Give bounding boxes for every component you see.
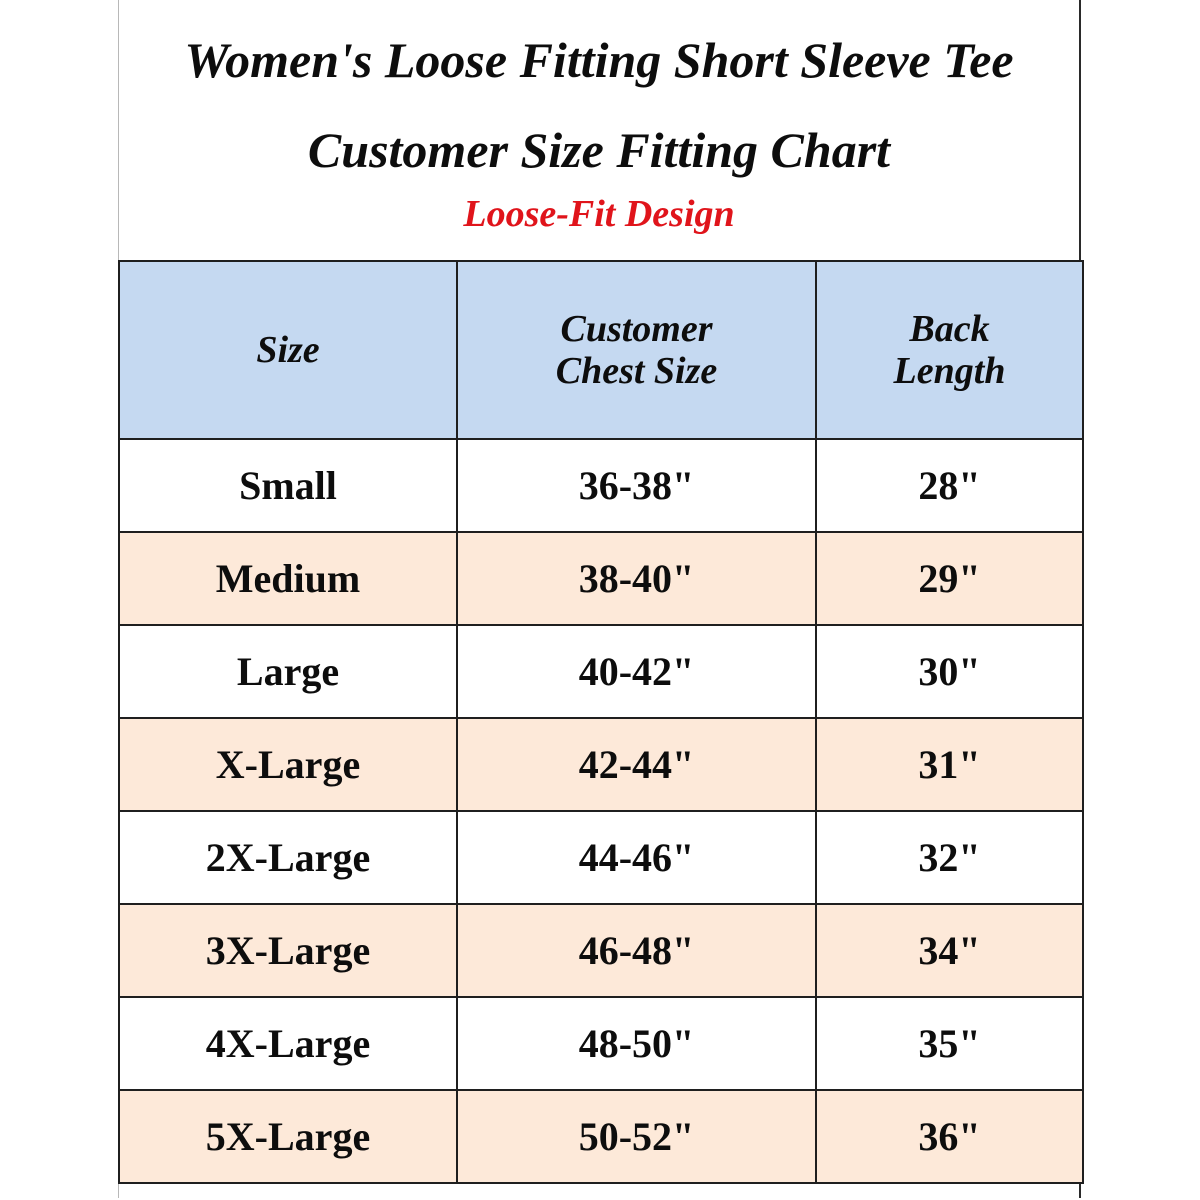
chart-title: Women's Loose Fitting Short Sleeve Tee — [184, 32, 1014, 88]
cell-back-length: 32" — [816, 811, 1083, 904]
header-chest-size: Customer Chest Size — [457, 261, 816, 439]
cell-size: 3X-Large — [119, 904, 457, 997]
cell-back-length: 28" — [816, 439, 1083, 532]
cell-size: 4X-Large — [119, 997, 457, 1090]
cell-size: X-Large — [119, 718, 457, 811]
cell-back-length: 34" — [816, 904, 1083, 997]
cell-chest: 36-38" — [457, 439, 816, 532]
chart-subtitle: Customer Size Fitting Chart — [307, 122, 891, 178]
table-row — [119, 811, 1083, 904]
header-back-length: Back Length — [816, 261, 1083, 439]
cell-chest: 50-52" — [457, 1090, 816, 1183]
cell-size: 2X-Large — [119, 811, 457, 904]
table-row — [119, 904, 1083, 997]
cell-back-length: 36" — [816, 1090, 1083, 1183]
cell-chest: 46-48" — [457, 904, 816, 997]
cell-chest: 40-42" — [457, 625, 816, 718]
table-row — [119, 1090, 1083, 1183]
header-size: Size — [119, 261, 457, 439]
cell-size: Small — [119, 439, 457, 532]
cell-chest: 42-44" — [457, 718, 816, 811]
table-row — [119, 625, 1083, 718]
cell-chest: 44-46" — [457, 811, 816, 904]
fit-design-label: Loose-Fit Design — [463, 193, 735, 235]
cell-size: Large — [119, 625, 457, 718]
cell-back-length: 29" — [816, 532, 1083, 625]
cell-back-length: 31" — [816, 718, 1083, 811]
cell-back-length: 35" — [816, 997, 1083, 1090]
cell-size: 5X-Large — [119, 1090, 457, 1183]
table-row — [119, 718, 1083, 811]
cell-chest: 38-40" — [457, 532, 816, 625]
size-table — [118, 260, 1084, 1184]
table-row — [119, 439, 1083, 532]
table-row — [119, 532, 1083, 625]
cell-back-length: 30" — [816, 625, 1083, 718]
cell-chest: 48-50" — [457, 997, 816, 1090]
title-block — [119, 0, 1079, 261]
table-header-row — [119, 261, 1083, 439]
size-chart-frame — [118, 0, 1081, 1198]
table-row — [119, 997, 1083, 1090]
cell-size: Medium — [119, 532, 457, 625]
